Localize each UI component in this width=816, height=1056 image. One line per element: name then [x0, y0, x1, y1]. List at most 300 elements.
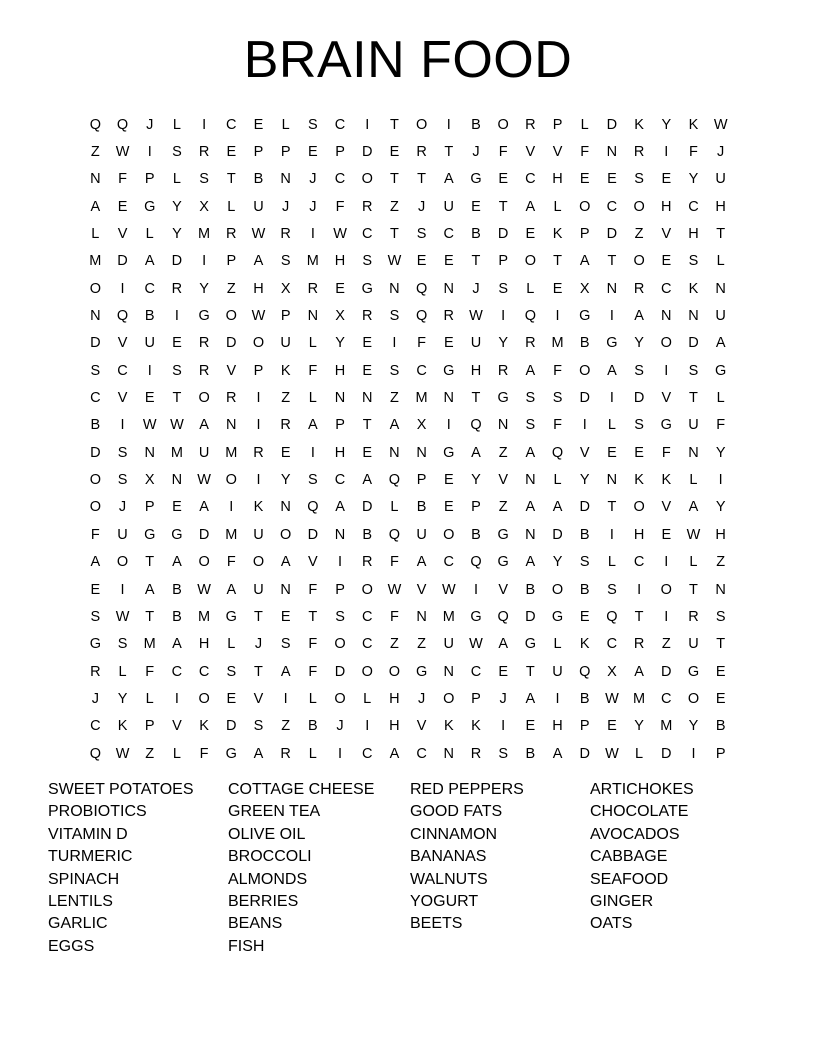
grid-letter: I [120, 417, 125, 434]
grid-letter: U [688, 636, 699, 653]
grid-letter: E [90, 581, 101, 598]
grid-letter: O [198, 390, 210, 407]
grid-letter: R [198, 362, 210, 379]
grid-letter: T [389, 116, 399, 133]
grid-letter: B [525, 745, 536, 762]
grid-letter: T [362, 417, 372, 434]
word-list-item: EGGS [48, 937, 95, 955]
grid-letter: Q [497, 608, 509, 625]
grid-letter: K [199, 718, 209, 735]
grid-letter: O [443, 526, 455, 543]
grid-letter: N [661, 308, 672, 325]
grid-letter: T [634, 608, 644, 625]
grid-letter: N [334, 390, 346, 407]
grid-letter: T [553, 253, 562, 270]
grid-letter: W [115, 608, 130, 625]
grid-letter: B [715, 718, 726, 735]
word-list-item: ALMONDS [228, 870, 308, 888]
grid-letter: P [335, 144, 345, 161]
grid-letter: H [661, 198, 672, 215]
grid-letter: E [607, 171, 617, 188]
grid-letter: N [606, 472, 618, 489]
puzzle-title: BRAIN FOOD [243, 31, 573, 89]
grid-letter: D [579, 390, 590, 407]
word-list-item: BANANAS [410, 848, 487, 866]
grid-letter: A [172, 554, 182, 571]
grid-letter: I [582, 417, 587, 434]
grid-letter: D [661, 663, 672, 680]
grid-letter: A [144, 253, 155, 270]
grid-letter: T [607, 499, 617, 516]
grid-letter: G [443, 444, 455, 461]
grid-letter: J [118, 499, 127, 516]
grid-letter: R [525, 116, 536, 133]
grid-letter: D [688, 335, 699, 352]
grid-letter: H [715, 198, 726, 215]
grid-letter: U [253, 526, 264, 543]
grid-letter: E [443, 472, 454, 489]
grid-letter: I [147, 144, 152, 161]
grid-letter: I [310, 444, 315, 461]
grid-letter: L [607, 417, 616, 434]
grid-letter: A [416, 554, 427, 571]
grid-letter: N [443, 663, 455, 680]
grid-letter: N [416, 444, 427, 461]
grid-letter: D [579, 745, 590, 762]
grid-letter: W [605, 745, 619, 762]
grid-letter: L [390, 499, 399, 516]
grid-letter: G [579, 308, 591, 325]
grid-letter: U [715, 171, 726, 188]
grid-letter: O [116, 554, 129, 571]
grid-letter: K [443, 718, 454, 735]
grid-letter: B [172, 608, 182, 625]
grid-letter: B [579, 526, 590, 543]
grid-letter: R [90, 663, 101, 680]
grid-letter: A [389, 745, 400, 762]
grid-letter: S [552, 390, 563, 407]
grid-letter: R [226, 226, 237, 243]
grid-letter: B [308, 718, 318, 735]
grid-letter: E [661, 526, 672, 543]
grid-letter: Y [117, 690, 128, 707]
grid-letter: W [387, 581, 402, 598]
grid-letter: P [579, 718, 590, 735]
grid-letter: L [716, 390, 725, 407]
grid-letter: L [553, 636, 562, 653]
grid-letter: D [307, 526, 319, 543]
grid-letter: S [90, 608, 101, 625]
grid-letter: A [362, 472, 373, 489]
grid-letter: R [253, 444, 264, 461]
grid-letter: X [416, 417, 427, 434]
grid-letter: I [473, 581, 478, 598]
grid-row [82, 466, 735, 493]
grid-letter: N [90, 308, 101, 325]
grid-letter: Y [634, 335, 644, 352]
grid-letter: E [280, 608, 291, 625]
grid-letter: T [471, 253, 481, 270]
grid-letter: Y [715, 444, 726, 461]
grid-letter: J [499, 690, 507, 707]
grid-letter: E [362, 335, 373, 352]
grid-row [82, 138, 735, 165]
grid-letter: Z [417, 636, 427, 653]
grid-letter: Y [498, 335, 508, 352]
grid-letter: M [551, 335, 564, 352]
grid-letter: R [226, 390, 237, 407]
grid-letter: U [253, 581, 264, 598]
word-list-item: GOOD FATS [410, 803, 503, 821]
grid-letter: E [661, 253, 672, 270]
grid-letter: T [308, 608, 318, 625]
grid-letter: G [606, 335, 618, 352]
grid-letter: C [443, 226, 455, 243]
grid-letter: A [199, 499, 209, 516]
grid-letter: K [661, 472, 672, 489]
grid-letter: I [120, 280, 125, 297]
grid-letter: Y [552, 554, 563, 571]
word-list-item: OATS [590, 915, 633, 933]
grid-letter: Z [389, 198, 399, 215]
grid-letter: S [308, 116, 318, 133]
grid-letter: I [338, 745, 343, 762]
grid-letter: S [117, 472, 128, 489]
grid-letter: N [443, 390, 455, 407]
grid-letter: Q [388, 472, 401, 489]
grid-letter: B [579, 335, 590, 352]
grid-letter: E [525, 718, 536, 735]
grid-letter: U [443, 636, 455, 653]
grid-letter: V [661, 390, 672, 407]
grid-letter: O [252, 335, 265, 352]
grid-letter: C [361, 226, 373, 243]
grid-letter: O [280, 526, 292, 543]
grid-letter: A [607, 362, 617, 379]
grid-row [82, 302, 735, 329]
grid-row [82, 248, 735, 275]
grid-letter: P [280, 308, 291, 325]
grid-letter: W [115, 144, 130, 161]
grid-letter: C [226, 116, 237, 133]
grid-letter: K [117, 718, 128, 735]
grid-letter: U [552, 663, 563, 680]
grid-letter: C [661, 280, 672, 297]
grid-letter: I [718, 472, 723, 489]
grid-letter: S [634, 171, 644, 188]
grid-letter: E [471, 198, 481, 215]
grid-letter: F [553, 362, 562, 379]
grid-letter: X [335, 308, 345, 325]
grid-letter: N [443, 280, 455, 297]
grid-letter: V [416, 718, 427, 735]
grid-letter: G [225, 608, 237, 625]
grid-letter: J [472, 144, 480, 161]
grid-letter: V [226, 362, 237, 379]
grid-letter: Q [89, 116, 101, 133]
grid-row [82, 631, 735, 658]
grid-letter: N [688, 308, 699, 325]
grid-row [82, 384, 735, 411]
grid-letter: U [144, 335, 155, 352]
grid-letter: O [660, 335, 672, 352]
grid-letter: N [280, 499, 291, 516]
grid-letter: I [147, 362, 152, 379]
grid-letter: W [170, 417, 184, 434]
grid-letter: L [308, 390, 317, 407]
grid-letter: S [389, 308, 400, 325]
grid-letter: I [365, 718, 370, 735]
grid-letter: E [607, 444, 617, 461]
word-list [48, 779, 806, 958]
grid-letter: G [470, 608, 482, 625]
grid-letter: N [90, 171, 101, 188]
word-list-item: GINGER [590, 893, 654, 911]
grid-letter: Y [199, 280, 209, 297]
grid-letter: D [226, 335, 237, 352]
grid-letter: S [362, 253, 373, 270]
grid-letter: W [115, 745, 130, 762]
grid-letter: X [607, 663, 617, 680]
grid-letter: B [579, 581, 590, 598]
grid-letter: C [361, 608, 373, 625]
grid-letter: L [716, 253, 725, 270]
grid-letter: Z [389, 390, 399, 407]
grid-letter: B [144, 308, 155, 325]
grid-letter: E [280, 444, 291, 461]
grid-letter: S [525, 417, 536, 434]
grid-letter: C [633, 554, 645, 571]
grid-letter: Q [415, 308, 428, 325]
grid-letter: V [579, 444, 590, 461]
grid-row [82, 521, 735, 548]
grid-letter: K [471, 718, 481, 735]
grid-letter: G [361, 280, 373, 297]
grid-letter: V [117, 390, 128, 407]
grid-letter: I [310, 226, 315, 243]
grid-letter: R [633, 144, 645, 161]
grid-letter: E [335, 280, 345, 297]
grid-letter: Y [335, 335, 345, 352]
grid-letter: Z [226, 280, 236, 297]
grid-letter: L [553, 198, 562, 215]
grid-letter: I [555, 308, 560, 325]
grid-letter: O [443, 690, 455, 707]
grid-letter: M [225, 444, 238, 461]
grid-letter: J [146, 116, 154, 133]
grid-letter: E [634, 444, 644, 461]
grid-letter: I [446, 116, 451, 133]
grid-row [82, 494, 735, 521]
grid-letter: J [91, 690, 99, 707]
word-list-column [410, 779, 590, 936]
grid-row [82, 166, 735, 193]
grid-letter: E [498, 663, 508, 680]
word-list-item: SWEET POTATOES [48, 781, 194, 798]
grid-letter: Q [116, 308, 129, 325]
grid-letter: B [471, 116, 481, 133]
grid-letter: T [525, 663, 535, 680]
grid-letter: M [660, 718, 673, 735]
word-list-item: BERRIES [228, 893, 299, 911]
grid-letter: W [469, 308, 483, 325]
grid-letter: F [389, 608, 399, 625]
grid-letter: C [334, 472, 346, 489]
grid-letter: D [90, 335, 101, 352]
grid-letter: P [471, 499, 481, 516]
grid-letter: I [501, 308, 506, 325]
word-list-item: BROCCOLI [228, 848, 312, 866]
grid-letter: A [525, 362, 536, 379]
word-list-item: CINNAMON [410, 825, 498, 843]
grid-letter: E [416, 253, 427, 270]
grid-letter: G [225, 745, 237, 762]
grid-letter: V [552, 144, 563, 161]
grid-letter: T [417, 171, 427, 188]
grid-letter: L [91, 226, 100, 243]
grid-letter: D [226, 718, 237, 735]
grid-letter: S [117, 636, 128, 653]
grid-letter: R [280, 417, 291, 434]
grid-letter: D [606, 116, 618, 133]
grid-letter: L [689, 472, 698, 489]
grid-letter: O [361, 663, 373, 680]
word-list-item: CABBAGE [590, 848, 668, 866]
grid-letter: A [525, 554, 536, 571]
grid-letter: R [280, 226, 291, 243]
grid-letter: F [226, 554, 236, 571]
grid-row [82, 357, 735, 384]
grid-letter: R [361, 198, 373, 215]
grid-letter: Y [172, 226, 182, 243]
grid-letter: D [117, 253, 128, 270]
grid-letter: E [117, 198, 128, 215]
grid-letter: E [144, 390, 155, 407]
grid-letter: W [197, 472, 211, 489]
grid-letter: F [118, 171, 127, 188]
grid-letter: S [308, 472, 318, 489]
grid-letter: L [172, 171, 181, 188]
grid-letter: N [389, 280, 400, 297]
grid-letter: C [198, 663, 210, 680]
grid-letter: F [335, 198, 345, 215]
grid-letter: A [253, 745, 264, 762]
grid-letter: N [280, 171, 291, 188]
grid-letter: G [551, 608, 564, 625]
grid-letter: I [174, 690, 179, 707]
grid-letter: E [579, 608, 590, 625]
grid-letter: R [443, 308, 455, 325]
grid-letter: L [172, 116, 181, 133]
grid-letter: E [362, 444, 373, 461]
grid-letter: N [226, 417, 237, 434]
grid-letter: V [117, 335, 128, 352]
grid-letter: V [117, 226, 128, 243]
grid-letter: H [552, 718, 563, 735]
grid-letter: O [361, 171, 373, 188]
grid-letter: A [144, 581, 155, 598]
grid-letter: E [715, 690, 726, 707]
grid-letter: U [443, 198, 455, 215]
grid-letter: P [552, 116, 563, 133]
grid-letter: L [172, 745, 181, 762]
grid-letter: L [227, 636, 236, 653]
word-list-item: BEANS [228, 915, 283, 933]
grid-letter: W [469, 636, 483, 653]
word-search-grid [82, 111, 735, 767]
grid-letter: D [90, 444, 101, 461]
grid-letter: O [633, 499, 645, 516]
grid-letter: A [525, 690, 536, 707]
grid-letter: C [661, 690, 672, 707]
grid-letter: G [470, 171, 482, 188]
grid-letter: A [280, 554, 291, 571]
grid-letter: K [552, 226, 563, 243]
grid-letter: N [144, 444, 155, 461]
grid-letter: A [525, 499, 536, 516]
grid-letter: Y [688, 171, 699, 188]
grid-letter: N [307, 308, 319, 325]
grid-letter: N [525, 472, 536, 489]
grid-letter: T [498, 198, 508, 215]
grid-letter: I [609, 390, 614, 407]
word-list-item: SPINACH [48, 870, 120, 888]
grid-row [82, 439, 735, 466]
grid-letter: S [688, 362, 699, 379]
grid-letter: E [362, 362, 373, 379]
grid-letter: N [443, 745, 455, 762]
grid-letter: I [229, 499, 234, 516]
grid-letter: F [308, 636, 318, 653]
grid-letter: G [497, 554, 509, 571]
grid-letter: L [227, 198, 236, 215]
grid-letter: J [417, 198, 426, 215]
grid-letter: U [253, 198, 264, 215]
grid-letter: C [688, 198, 699, 215]
grid-letter: A [471, 444, 481, 461]
grid-letter: F [417, 335, 427, 352]
grid-letter: O [660, 581, 672, 598]
word-list-item: TURMERIC [48, 848, 133, 866]
grid-letter: K [688, 116, 699, 133]
grid-letter: W [251, 226, 266, 243]
grid-letter: S [498, 745, 508, 762]
grid-letter: Q [415, 280, 428, 297]
grid-letter: O [361, 581, 373, 598]
grid-letter: A [525, 444, 536, 461]
grid-letter: I [338, 554, 343, 571]
grid-letter: M [143, 636, 156, 653]
grid-letter: S [634, 417, 644, 434]
grid-letter: M [442, 608, 455, 625]
grid-letter: E [253, 116, 264, 133]
grid-letter: K [688, 280, 699, 297]
grid-letter: K [634, 116, 644, 133]
grid-letter: I [392, 335, 397, 352]
grid-letter: E [226, 690, 237, 707]
grid-letter: O [89, 280, 101, 297]
grid-letter: W [387, 253, 402, 270]
grid-letter: L [526, 280, 535, 297]
grid-row [82, 576, 735, 603]
grid-letter: N [171, 472, 183, 489]
grid-letter: I [283, 690, 288, 707]
grid-letter: A [280, 663, 291, 680]
grid-letter: D [552, 526, 563, 543]
grid-letter: T [254, 608, 263, 625]
grid-row [82, 603, 735, 630]
grid-letter: O [497, 116, 509, 133]
